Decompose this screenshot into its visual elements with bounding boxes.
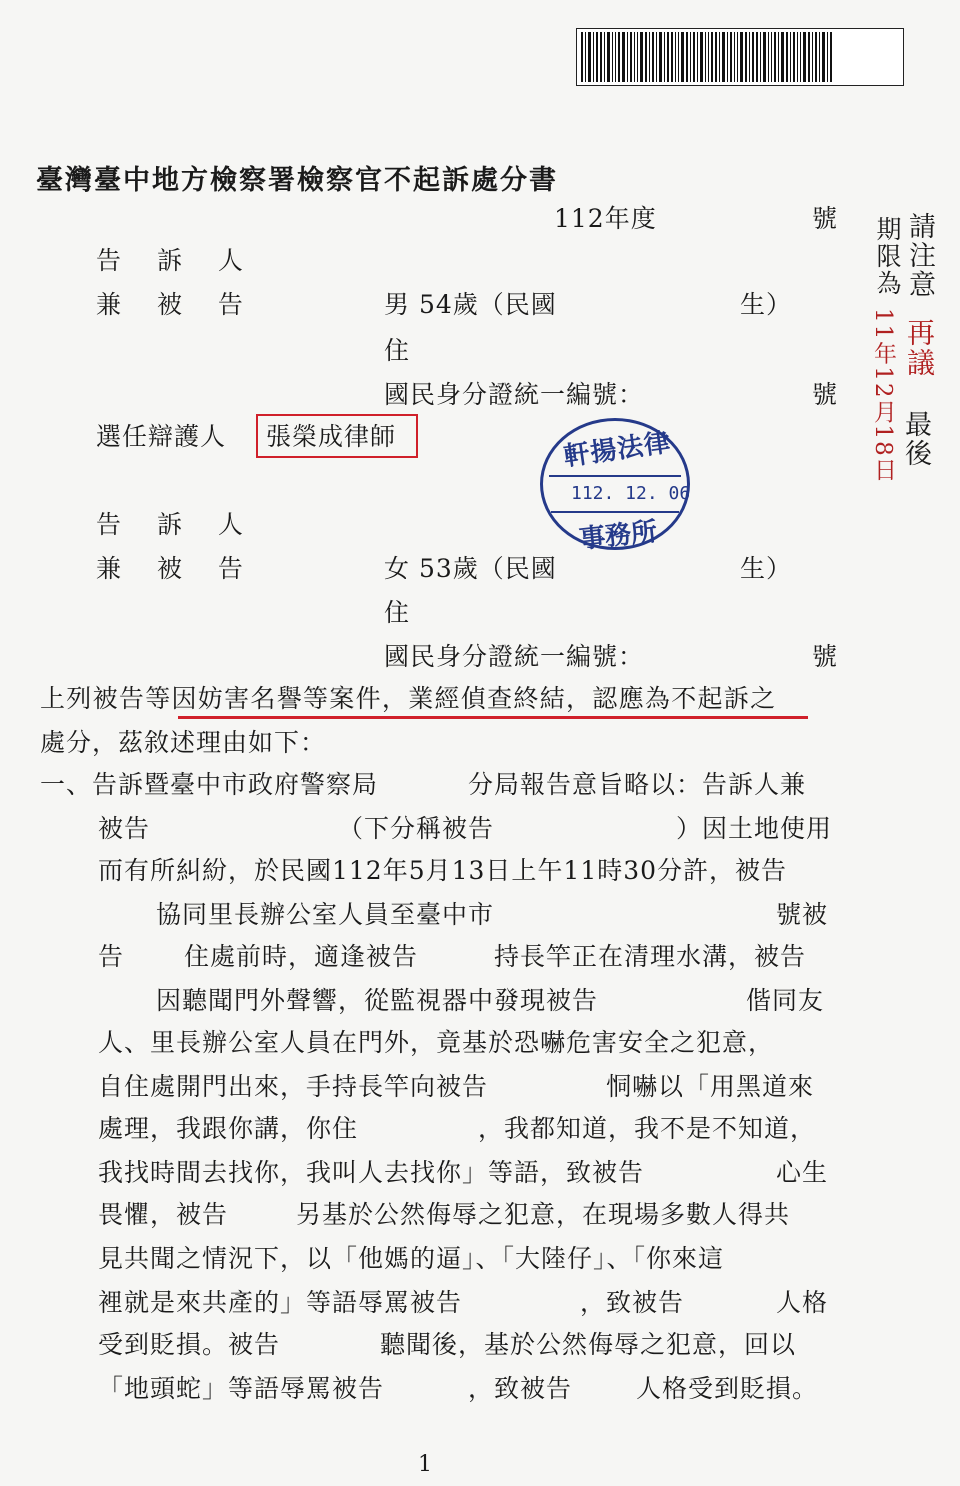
defender-name: 張榮成律師 [266,422,397,451]
law-firm-stamp [540,418,691,555]
body-line-17a: 「地頭蛇」等語辱罵被告 [98,1374,385,1403]
barcode-stripe [771,32,772,82]
barcode-stripe [656,32,657,82]
barcode-stripe [827,32,828,82]
body-line-13b: 另基於公然侮辱之犯意，在現場多數人得共 [296,1200,791,1229]
body-line-6a: 協同里長辦公室人員至臺中市 [156,900,495,929]
barcode-stripe [604,32,605,82]
party2-born: 生） [740,554,793,583]
body-line-4b: （下分稱被告 [338,814,495,843]
body-line-8a: 因聽聞門外聲響，從監視器中發現被告 [156,986,599,1015]
barcode-stripe [640,32,643,82]
conclusion-underline [178,716,808,719]
barcode-stripe [722,32,725,82]
note-reconsideration: 再議 [903,318,936,378]
barcode-stripe [693,32,695,82]
body-line-1: 上列被告等因妨害名譽等案件，業經偵查終結，認應為不起訴之 [40,684,777,713]
barcode-stripe [822,32,825,82]
barcode-stripe [727,32,728,82]
barcode-stripe [664,32,665,82]
body-line-3a: 一、告訴暨臺中市政府警察局 [40,770,379,799]
party1-born: 生） [740,290,793,319]
barcode-stripe [607,32,610,82]
barcode-stripe [708,32,709,82]
barcode-stripe [719,32,720,82]
body-line-16b: 聽聞後，基於公然侮辱之犯意，回以 [380,1330,797,1359]
body-line-10a: 自住處開門出來，手持長竿向被告 [98,1072,489,1101]
barcode [576,28,904,86]
barcode-stripe [581,32,583,82]
barcode-stripe [675,32,676,82]
barcode-stripe [745,32,747,82]
barcode-stripe [781,32,784,82]
note-last: 最後 [900,410,931,468]
barcode-stripe [705,32,706,82]
party1-id-suffix: 號 [812,380,839,409]
defender-role: 選任辯護人 [96,422,227,451]
barcode-stripe [671,32,673,82]
barcode-stripe [627,32,628,82]
party2-id-suffix: 號 [812,642,839,671]
body-line-10b: 恫嚇以「用黑道來 [606,1072,815,1101]
barcode-stripe [768,32,769,82]
barcode-stripe [819,32,820,82]
barcode-stripe [830,32,832,82]
party2-role-complainant: 告 訴 人 [96,510,257,539]
body-line-9: 人、里長辦公室人員在門外，竟基於恐嚇危害安全之犯意， [98,1028,775,1057]
barcode-stripe [678,32,679,82]
barcode-stripe [630,32,632,82]
body-line-6b: 號被 [776,900,829,929]
barcode-stripe [749,32,750,82]
barcode-stripe [730,32,732,82]
barcode-stripe [612,32,613,82]
barcode-stripe [760,32,761,82]
stamp-divider [551,511,679,513]
barcode-stripe [752,32,754,82]
stamp-top-text: 軒揚法律 [561,427,673,473]
barcode-stripe [700,32,703,82]
body-line-12a: 我找時間去找你，我叫人去找你」等語，致被告 [98,1158,645,1187]
party2-address: 住 [384,598,411,627]
body-line-4a: 被告 [98,814,151,843]
body-line-15c: 人格 [776,1288,829,1317]
barcode-stripe [649,32,650,82]
barcode-stripe [593,32,594,82]
party1-role-complainant: 告 訴 人 [96,246,257,275]
party1-id-label: 國民身分證統一編號： [384,380,645,409]
barcode-stripe [615,32,616,82]
barcode-stripe [797,32,798,82]
barcode-stripe [622,32,625,82]
barcode-stripe [686,32,688,82]
body-line-12b: 心生 [776,1158,829,1187]
party2-id-label: 國民身分證統一編號： [384,642,645,671]
barcode-stripe [793,32,795,82]
barcode-stripe [803,32,806,82]
body-line-7c: 持長竿正在清理水溝，被告 [494,942,807,971]
body-line-17c: 人格受到貶損。 [636,1374,819,1403]
body-line-15a: 裡就是來共產的」等語辱罵被告 [98,1288,463,1317]
body-line-4c: ）因土地使用 [676,814,833,843]
barcode-stripe [740,32,743,82]
barcode-stripe [711,32,713,82]
body-line-16a: 受到貶損。被告 [98,1330,281,1359]
party2-role-defendant: 兼 被 告 [96,554,257,583]
body-line-7b: 住處前時，適逢被告 [184,942,419,971]
barcode-stripe [812,32,813,82]
barcode-stripe [585,32,586,82]
stamp-bottom-text: 事務所 [577,516,659,555]
body-line-7a: 告 [98,942,125,971]
body-line-11a: 處理，我跟你講，你住 [98,1114,359,1143]
barcode-stripe [778,32,779,82]
barcode-stripe [697,32,698,82]
barcode-stripe [756,32,758,82]
barcode-stripe [808,32,810,82]
barcode-stripe [645,32,647,82]
page-number: 1 [418,1452,432,1477]
barcode-stripe [786,32,788,82]
party1-address: 住 [384,336,411,365]
stamp-date: 112. 12. 06 [571,483,691,504]
body-line-13a: 畏懼，被告 [98,1200,229,1229]
party1-role-defendant: 兼 被 告 [96,290,257,319]
barcode-stripe [800,32,801,82]
barcode-stripe [637,32,638,82]
barcode-stripe [774,32,776,82]
note-please-notice: 請注意 [904,212,935,299]
barcode-stripe [737,32,738,82]
body-line-15b: ，致被告 [580,1288,685,1317]
body-line-14: 見共聞之情況下，以「他媽的逼」、「大陸仔」、「你來這 [98,1244,725,1273]
note-deadline: 期限為 [873,216,902,297]
document-title: 臺灣臺中地方檢察署檢察官不起訴處分書 [36,165,558,196]
defender-highlight-box [256,414,418,458]
body-line-5: 而有所糾紛，於民國112年5月13日上午11時30分許，被告 [98,856,788,885]
body-line-2: 處分，茲敘述理由如下： [40,728,327,757]
party2-gender-age: 女 53歲（民國 [384,554,557,583]
barcode-stripe [715,32,717,82]
barcode-stripe [618,32,620,82]
party1-gender-age: 男 54歲（民國 [384,290,557,319]
case-number-suffix: 號 [812,204,839,233]
barcode-stripe [659,32,662,82]
barcode-stripe [634,32,635,82]
barcode-stripe [600,32,602,82]
barcode-stripe [815,32,817,82]
note-date: 11年12月18日 [870,308,896,483]
barcode-stripe [690,32,691,82]
body-line-17b: ，致被告 [468,1374,573,1403]
case-year: 112年度 [554,204,657,233]
body-line-8b: 偕同友 [746,986,825,1015]
barcode-stripe [734,32,735,82]
barcode-stripe [596,32,598,82]
barcode-stripe [652,32,654,82]
stamp-divider [549,475,681,477]
body-line-3b: 分局報告意旨略以：告訴人兼 [468,770,807,799]
barcode-stripe [667,32,669,82]
barcode-stripe [681,32,684,82]
barcode-stripe [588,32,591,82]
barcode-stripe [790,32,791,82]
barcode-stripe [763,32,766,82]
body-line-11b: ，我都知道，我不是不知道， [478,1114,817,1143]
